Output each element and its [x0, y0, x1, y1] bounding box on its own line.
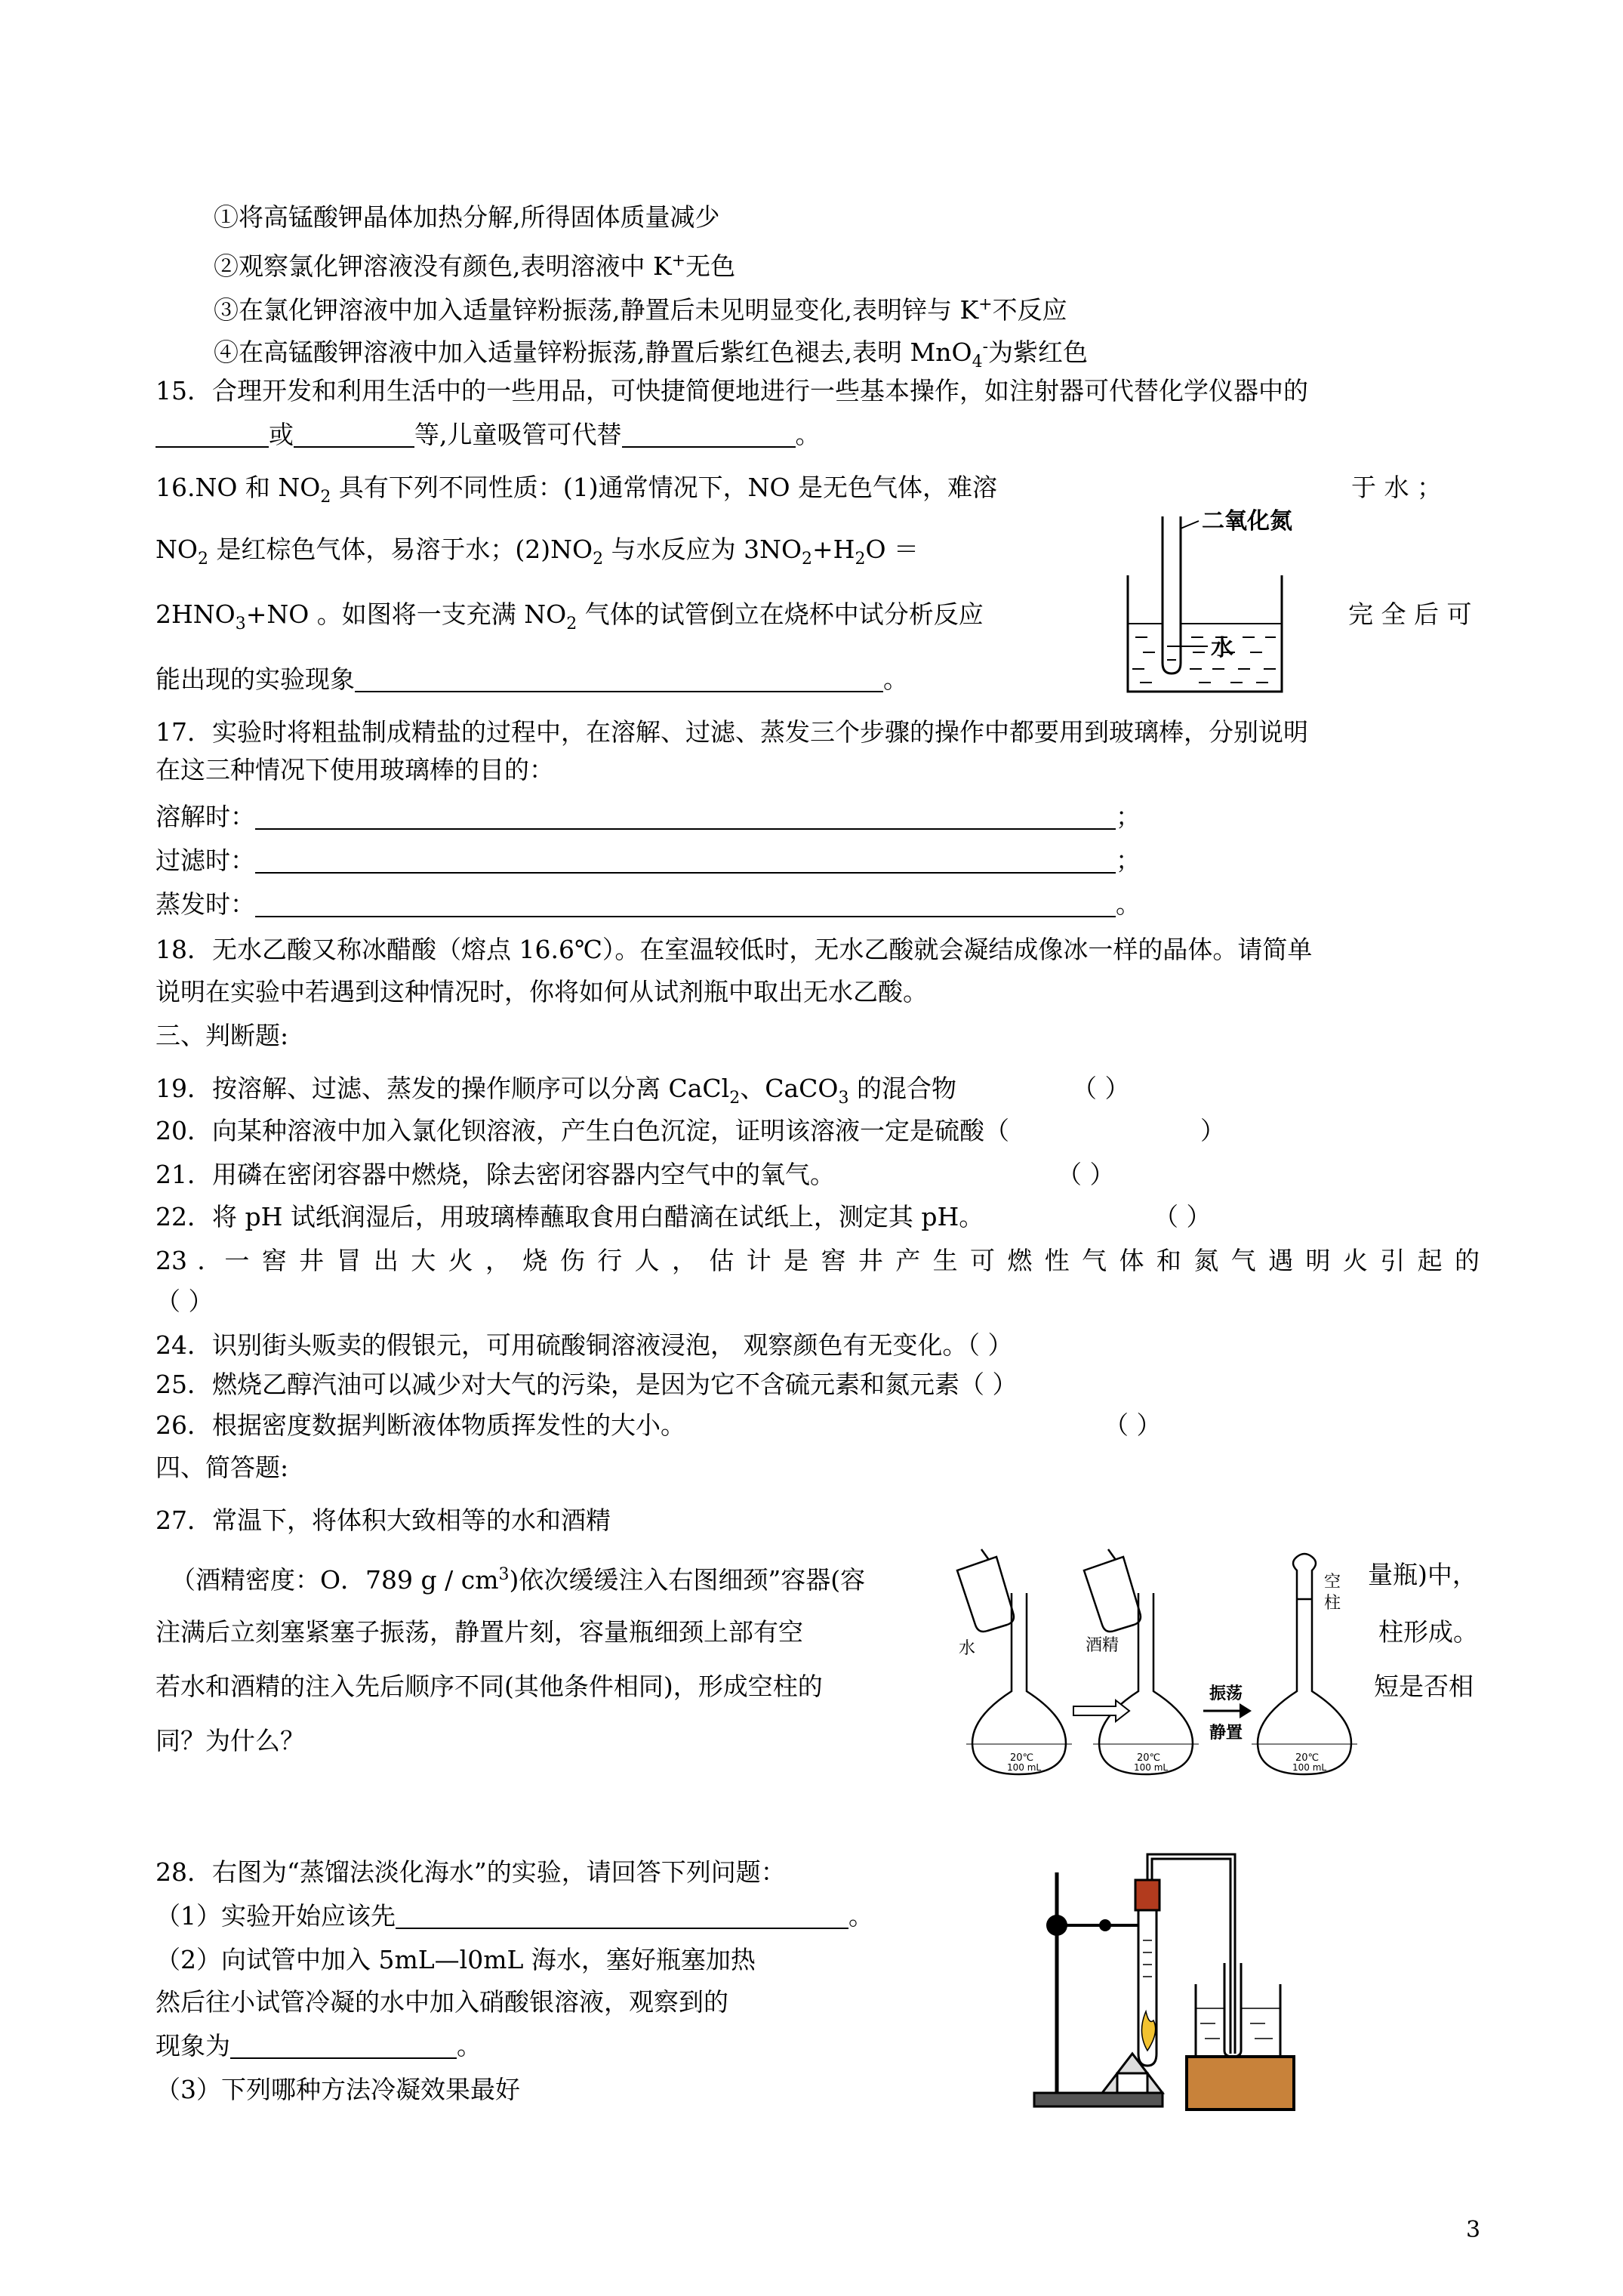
- q27-line5: 同？为什么？: [156, 1726, 305, 1755]
- q17-line2: 在这三种情况下使用玻璃棒的目的：: [156, 755, 554, 784]
- q17-dissolve: 溶解时： ；: [156, 802, 1141, 831]
- water-label: 水: [959, 1639, 976, 1658]
- q19: 19．按溶解、过滤、蒸发的操作顺序可以分离 CaCl$_2$、CaCO$_3$ 的混合物: [156, 1074, 956, 1108]
- no2-tube-figure: [1117, 498, 1321, 695]
- q16-line3: $2HNO_3+NO$ 。如图将一支充满 $NO_2$ 气体的试管倒立在烧杯中试分析反应: [156, 599, 984, 633]
- q28-line6: （3）下列哪种方法冷凝效果最好: [156, 2075, 520, 2104]
- q26-paren[interactable]: （ ）: [1104, 1410, 1162, 1440]
- q17-filter: 过滤时： ；: [156, 846, 1141, 875]
- q15-line2: 或 等,儿童吸管可代替 。: [156, 418, 821, 451]
- stand-label: 静置: [1209, 1724, 1243, 1743]
- column-label: 柱: [1324, 1594, 1341, 1613]
- q22-paren[interactable]: （ ）: [1153, 1202, 1212, 1231]
- page-number: 3: [1466, 2217, 1481, 2243]
- q21-paren[interactable]: （ ）: [1057, 1160, 1115, 1189]
- q16-line4: 能出现的实验现象 。: [156, 664, 908, 694]
- q17-blank-filter[interactable]: [255, 846, 1116, 874]
- q16-line3-end: 完 全 后 可: [1348, 599, 1472, 629]
- svg-text:20℃: 20℃: [1137, 1752, 1161, 1764]
- air-label: 空: [1324, 1573, 1341, 1592]
- svg-text:100 mL: 100 mL: [1007, 1762, 1042, 1773]
- q15-line1: 15．合理开发和利用生活中的一些用品，可快捷简便地进行一些基本操作，如注射器可代替化学仪器中的: [156, 376, 1308, 405]
- q28-blank-1[interactable]: [396, 1902, 848, 1929]
- q25: 25．燃烧乙醇汽油可以减少对大气的污染，是因为它不含硫元素和氮元素（ ）: [156, 1370, 1018, 1399]
- alcohol-label: 酒精: [1086, 1636, 1119, 1655]
- q17-line1: 17．实验时将粗盐制成精盐的过程中，在溶解、过滤、蒸发三个步骤的操作中都要用到玻璃棒，分别说明: [156, 717, 1308, 747]
- q19-paren[interactable]: （ ）: [1072, 1074, 1130, 1103]
- q14-option-3: ③在氯化钾溶液中加入适量锌粉振荡,静置后未见明显变化,表明锌与 K+不反应: [214, 295, 1067, 325]
- q27-line4-end: 短是否相: [1374, 1672, 1474, 1701]
- q14-option-4: ④在高锰酸钾溶液中加入适量锌粉振荡,静置后紫红色褪去,表明 MnO$_4$-为紫红色: [214, 337, 1089, 371]
- distillation-figure: [1012, 1827, 1404, 2114]
- section-4-heading: 四、简答题:: [156, 1453, 289, 1482]
- q15-blank-3[interactable]: [622, 421, 796, 448]
- q15-blank-1[interactable]: [156, 421, 269, 448]
- q17-blank-evaporate[interactable]: [255, 890, 1116, 917]
- q14-option-2: ②观察氯化钾溶液没有颜色,表明溶液中 K+无色: [214, 251, 736, 281]
- q18-line1: 18．无水乙酸又称冰醋酸（熔点 16.6℃）。在室温较低时，无水乙酸就会凝结成像冰一样的晶体。请简单: [156, 935, 1313, 964]
- q27-line2: （酒精密度：O．789 g / $cm^3$)依次缓缓注入右图细颈”容器(容: [171, 1565, 866, 1595]
- q20-paren[interactable]: ）: [1200, 1116, 1225, 1145]
- q20: 20．向某种溶液中加入氯化钡溶液，产生白色沉淀，证明该溶液一定是硫酸（: [156, 1116, 1009, 1145]
- q27-line3-end: 柱形成。: [1378, 1617, 1478, 1647]
- q28-blank-2[interactable]: [230, 2032, 457, 2059]
- q27-line4: 若水和酒精的注入先后顺序不同(其他条件相同)，形成空柱的: [156, 1672, 823, 1701]
- q16-blank[interactable]: [355, 665, 883, 692]
- svg-text:20℃: 20℃: [1295, 1752, 1320, 1764]
- q26: 26．根据密度数据判断液体物质挥发性的大小。: [156, 1410, 685, 1440]
- q17-blank-dissolve[interactable]: [255, 803, 1116, 830]
- q27-line1: 27．常温下，将体积大致相等的水和酒精: [156, 1505, 611, 1535]
- q16-line1: 16.NO 和 $NO_2$ 具有下列不同性质：(1)通常情况下，NO 是无色气体，难溶: [156, 473, 997, 507]
- q27-line2-end: 量瓶)中，: [1368, 1560, 1477, 1589]
- q24: 24．识别街头贩卖的假银元，可用硫酸铜溶液浸泡， 观察颜色有无变化。（ ）: [156, 1330, 1013, 1360]
- section-3-heading: 三、判断题:: [156, 1021, 289, 1050]
- volumetric-flask-figure: [944, 1540, 1366, 1782]
- svg-text:100 mL: 100 mL: [1134, 1762, 1169, 1773]
- q21: 21．用磷在密闭容器中燃烧，除去密闭容器内空气中的氧气。: [156, 1160, 835, 1189]
- q17-evaporate: 蒸发时： 。: [156, 889, 1141, 919]
- q16-line1-end: 于 水 ；: [1351, 473, 1442, 502]
- q28-line2: （1）实验开始应该先 。: [156, 1901, 873, 1931]
- q14-option-1: ①将高锰酸钾晶体加热分解,所得固体质量减少: [214, 202, 720, 232]
- q22: 22．将 pH 试纸润湿后，用玻璃棒蘸取食用白醋滴在试纸上，测定其 pH。: [156, 1202, 984, 1231]
- q18-line2: 说明在实验中若遇到这种情况时，你将如何从试剂瓶中取出无水乙酸。: [156, 977, 928, 1006]
- q28-line3: （2）向试管中加入 5mL—l0mL 海水，塞好瓶塞加热: [156, 1945, 756, 1974]
- water-label: 水: [1211, 635, 1233, 661]
- q28-line5: 现象为 。: [156, 2031, 482, 2060]
- svg-text:100 mL: 100 mL: [1292, 1762, 1327, 1773]
- q23-paren[interactable]: （ ）: [156, 1287, 214, 1316]
- shake-label: 振荡: [1209, 1684, 1243, 1703]
- q27-line3: 注满后立刻塞紧塞子振荡，静置片刻，容量瓶细颈上部有空: [156, 1617, 803, 1647]
- q16-line2: $NO_2$ 是红棕色气体，易溶于水；$(2)NO_2$ 与水反应为 $3NO_2+H_2O$ ＝: [156, 535, 919, 569]
- q28-line1: 28．右图为“蒸馏法淡化海水”的实验，请回答下列问题：: [156, 1857, 786, 1887]
- no2-gas-label: 二氧化氮: [1202, 508, 1292, 535]
- svg-text:20℃: 20℃: [1010, 1752, 1034, 1764]
- q15-blank-2[interactable]: [294, 421, 414, 448]
- q23: 23 ．一 窖 井 冒 出 大 火 ， 烧 伤 行 人 ， 估 计 是 窖 井 产 生 可 燃 性 气 体 和 氮 气 遇 明 火 引 起 的: [156, 1246, 1480, 1275]
- q28-line4: 然后往小试管冷凝的水中加入硝酸银溶液，观察到的: [156, 1987, 728, 2017]
